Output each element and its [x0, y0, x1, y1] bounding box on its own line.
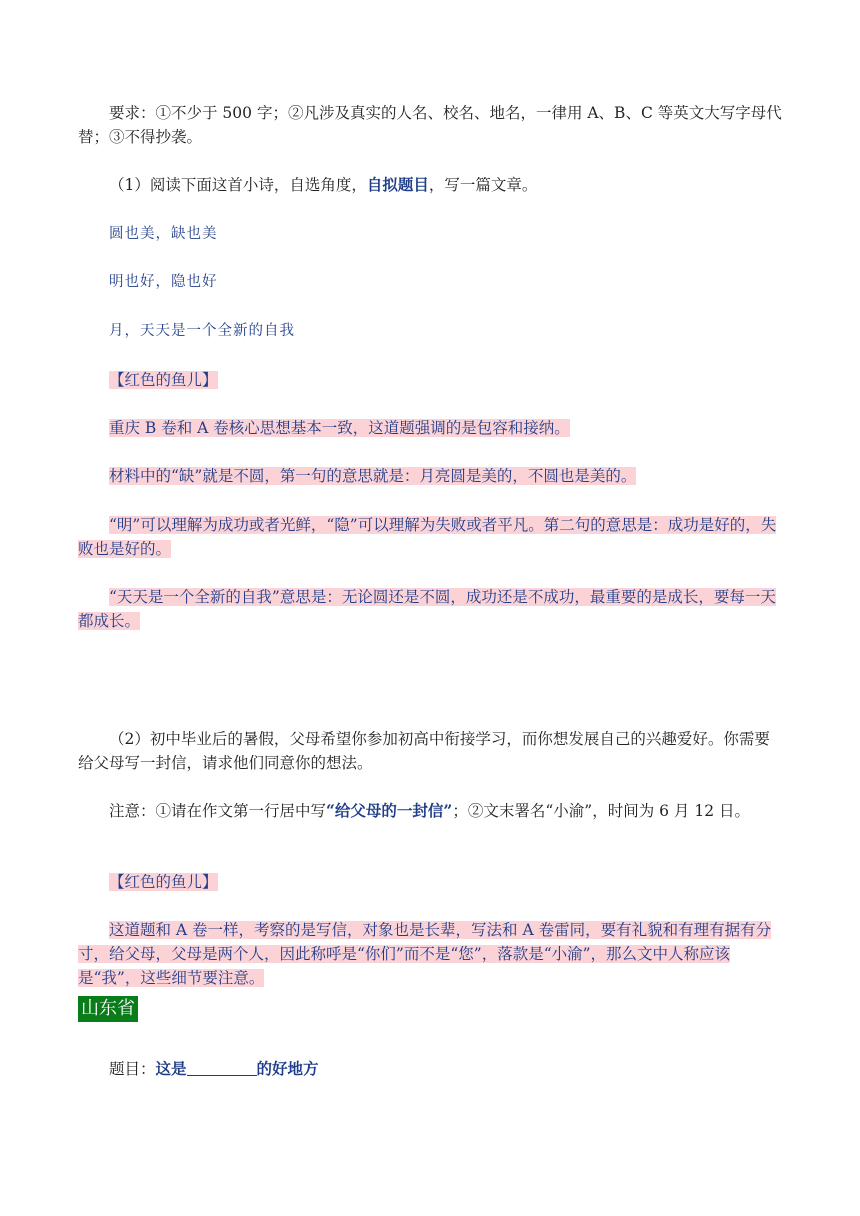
topic-blank: [187, 1059, 257, 1076]
analysis-1-line-4: “天天是一个全新的自我”意思是：无论圆还是不圆，成功还是不成功，最重要的是成长，要每一天都成长。: [78, 588, 776, 630]
analysis-2: 这道题和 A 卷一样，考察的是写信，对象也是长辈，写法和 A 卷雷同，要有礼貌和有理有据有分寸，给父母，父母是两个人，因此称呼是“你们”而不是“您”，落款是“小渝”，那么文中人称应该是“我”，这些细节要注意。: [78, 921, 772, 987]
note-text: 注意：①请在作文第一行居中写“给父母的一封信”；②文末署名“小渝”，时间为 6 月 12 日。: [109, 801, 751, 820]
analysis-1-line-3: “明”可以理解为成功或者光鲜，“隐”可以理解为失败或者平凡。第二句的意思是：成功是好的，失败也是好的。: [78, 516, 777, 558]
poem-line-3: 月，天天是一个全新的自我: [109, 323, 295, 339]
question-1: [78, 173, 782, 197]
question-2: （2）初中毕业后的暑假，父母希望你参加初高中衔接学习，而你想发展自己的兴趣爱好。你需要给父母写一封信，请求他们同意你的想法。: [78, 730, 770, 772]
analysis-1-line-1: 重庆 B 卷和 A 卷核心思想基本一致，这道题强调的是包容和接纳。: [109, 419, 570, 437]
comment-tag-2: 【红色的鱼儿】: [109, 873, 218, 891]
q1-emphasis: 自拟题目: [366, 175, 429, 194]
poem-line-1: 圆也美，缺也美: [109, 226, 218, 242]
province-heading: 山东省: [78, 996, 138, 1022]
q1-prefix: （1）阅读下面这首小诗，自选角度，: [109, 176, 367, 194]
requirement-text: 要求：①不少于 500 字；②凡涉及真实的人名、校名、地名，一律用 A、B、C 等英文大写字母代替；③不得抄袭。: [78, 104, 782, 146]
topic-line: 题目：这是 的好地方: [109, 1059, 319, 1078]
analysis-1-line-2: 材料中的“缺”就是不圆，第一句的意思就是：月亮圆是美的，不圆也是美的。: [109, 467, 637, 485]
poem-line-2: 明也好，隐也好: [109, 274, 218, 290]
comment-tag-1: 【红色的鱼儿】: [109, 371, 218, 389]
q1-suffix: ，写一篇文章。: [428, 176, 538, 194]
